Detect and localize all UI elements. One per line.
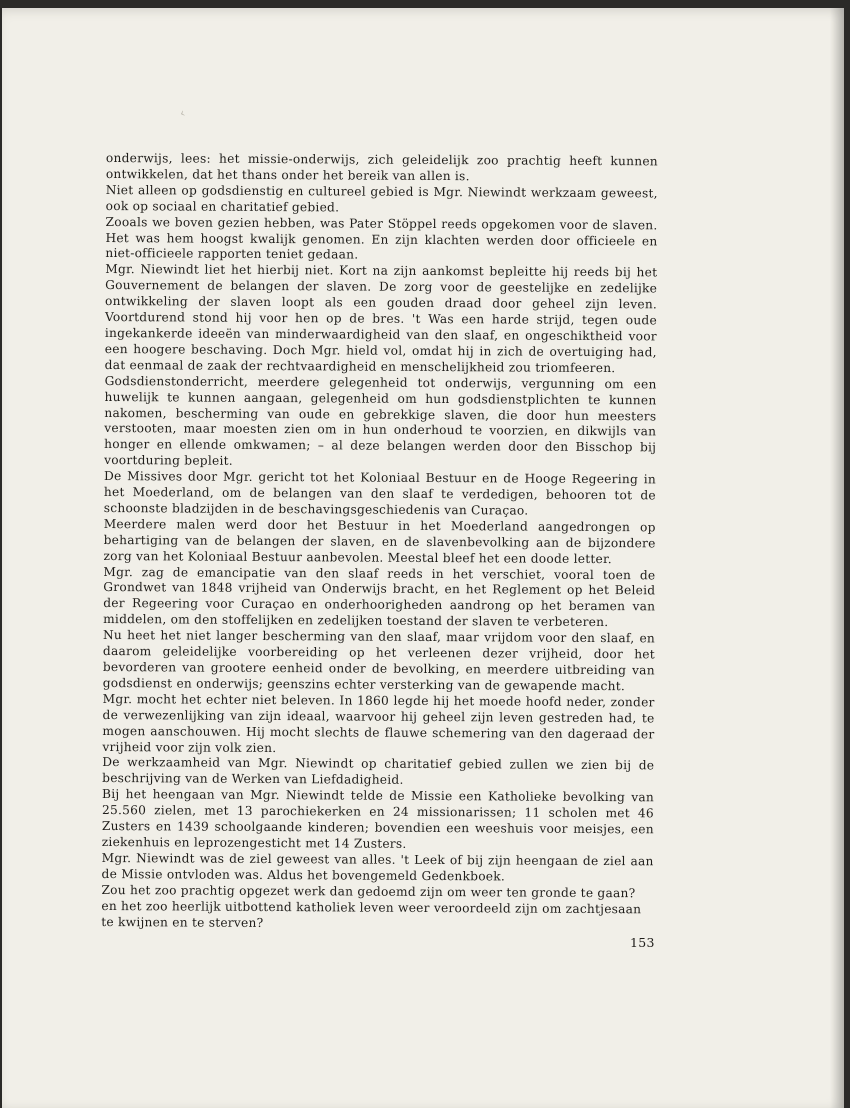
pencil-mark: ‹ xyxy=(177,105,188,121)
document-page xyxy=(2,8,844,1108)
paragraph-8: Mgr. zag de emancipatie van den slaaf reeds in het verschiet, vooral toen de Grondwet van 1848 vrijheid van Onderwijs bracht, en het Reglement op het Beleid der Regeering voor Curaçao en onderhoorigheden aandrong op het beramen van middelen, om den stoffelijken en zedelijken toestand der slaven te verbeteren. xyxy=(103,564,656,630)
paragraph-1: onderwijs, lees: het missie-onderwijs, zich geleidelijk zoo prachtig heeft kunnen ontwikkelen, dat het thans onder het bereik van allen is. xyxy=(105,151,658,184)
paragraph-13: Mgr. Niewindt was de ziel geweest van alles. 't Leek of bij zijn heengaan de ziel aan de Missie ontvloden was. Aldus het bovengemeld Gedenkboek. xyxy=(101,850,654,884)
paragraph-9: Nu heet het niet langer bescherming van den slaaf, maar vrijdom voor den slaaf, en daarom geleidelijke voorbereiding op het verleenen dezer vrijheid, door het bevorderen van grootere eenheid onder de bevolking, en meerdere uitbreiding van godsdienst en onderwijs; geenszins echter versterking van de gewapende macht. xyxy=(102,628,656,694)
spine-shadow xyxy=(830,8,844,1108)
paragraph-11: De werkzaamheid van Mgr. Niewindt op charitatief gebied zullen we zien bij de beschrijving van de Werken van Liefdadigheid. xyxy=(102,755,655,788)
paragraph-14: Zou het zoo prachtig opgezet werk dan gedoemd zijn om weer ten gronde te gaan? en het zoo heerlijk uitbottend katholiek leven weer veroordeeld zijn om zachtjesaan te kwijnen en te sterven? xyxy=(101,882,642,930)
paragraph-12: Bij het heengaan van Mgr. Niewindt telde de Missie een Katholieke bevolking van 25.560 zielen, met 13 parochiekerken en 24 missionarissen; 11 scholen met 46 Zusters en 1439 schoolgaande kinderen; bovendien een weeshuis voor meisjes, een ziekenhuis en leprozengesticht met 14 Zusters. xyxy=(101,787,655,851)
paragraph-2: Niet alleen op godsdienstig en cultureel gebied is Mgr. Niewindt werkzaam geweest, ook op sociaal en charitatief gebied. xyxy=(105,182,658,215)
paragraph-4: Mgr. Niewindt liet het hierbij niet. Kort na zijn aankomst bepleitte hij reeds bij het Gouvernement de belangen der slaven. De zorg voor de geestelijke en zedelijke ontwikkeling der slaven loopt als een gouden draad door geheel zijn leven. Voortdurend stond hij voor hen op de bres. 't Was een harde strijd, tegen oude ingekankerde ideeën van minderwaardigheid van den slaaf, en ongeschiktheid voor een hoogere beschaving. Doch Mgr. hield vol, omdat hij in zich de overtuiging had, dat eenmaal de zaak der rechtvaardigheid en menschelijkheid zou triomfeeren. xyxy=(104,262,658,375)
paragraph-7: Meerdere malen werd door het Bestuur in het Moederland aangedrongen op behartiging van de belangen der slaven, en de slavenbevolking aan de bijzondere zorg van het Koloniaal Bestuur aanbevolen. Meestal bleef het een doode letter. xyxy=(103,516,656,566)
body-text xyxy=(101,151,658,934)
paragraph-5: Godsdienstonderricht, meerdere gelegenheid tot onderwijs, vergunning om een huwelijk te kunnen aangaan, gelegenheid om hun godsdienstplichten te kunnen nakomen, bescherming van oude en gebrekkige slaven, die door hun meesters verstooten, maar moesten zien om in hun onderhoud te voorzien, en dikwijls van honger en ellende omkwamen; – al deze belangen werden door den Bisschop bij voortduring bepleit. xyxy=(104,373,657,468)
page-number: 153 xyxy=(630,935,655,950)
paragraph-3: Zooals we boven gezien hebben, was Pater Stöppel reeds opgekomen voor de slaven. Het was hem hoogst kwalijk genomen. En zijn klachten werden door officieele en niet-officieele rapporten teniet gedaan. xyxy=(105,214,658,262)
paragraph-10: Mgr. mocht het echter niet beleven. In 1860 legde hij het moede hoofd neder, zonder de verwezenlijking van zijn ideaal, waarvoor hij geheel zijn leven gestreden had, te mogen aanschouwen. Hij mocht slechts de flauwe schemering van den dageraad der vrijheid voor zijn volk zien. xyxy=(102,691,655,755)
paragraph-6: De Missives door Mgr. gericht tot het Koloniaal Bestuur en de Hooge Regeering in het Moederland, om de belangen van den slaaf te verdedigen, behooren tot de schoonste bladzijden in de beschavingsgeschiedenis van Curaçao. xyxy=(103,469,657,518)
